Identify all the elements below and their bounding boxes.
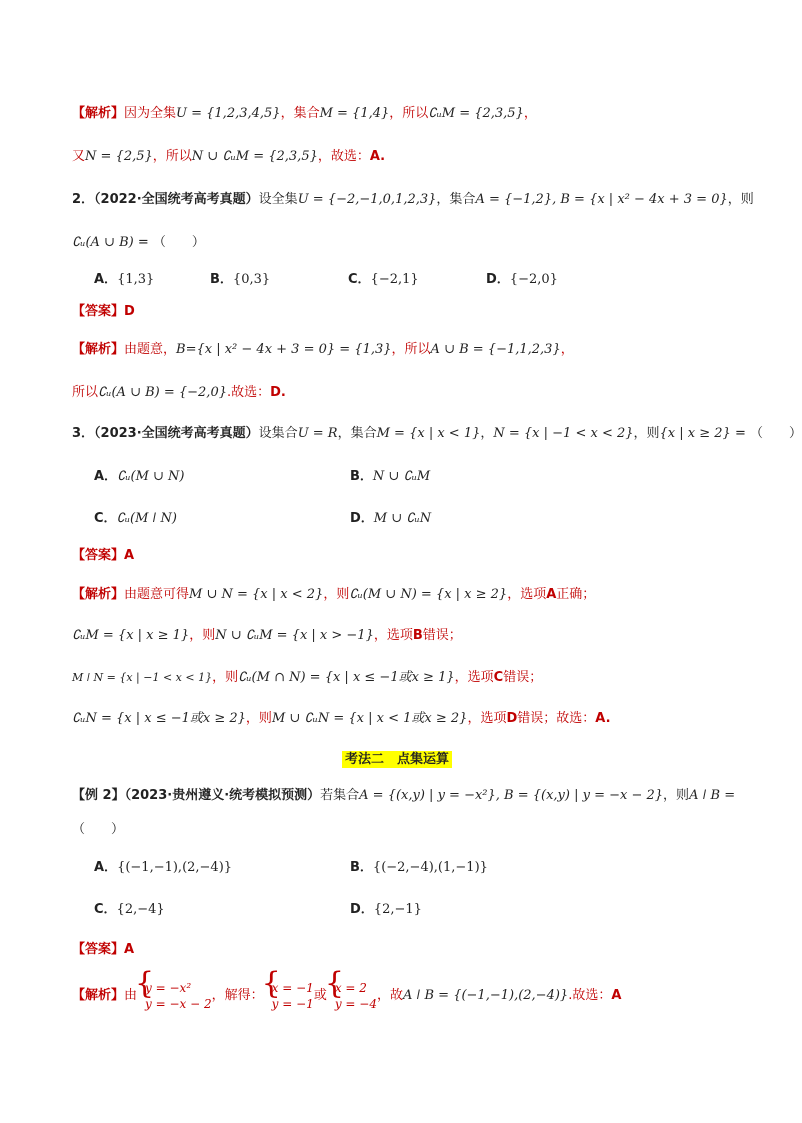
analysis-tag: 【解析】	[72, 106, 125, 121]
equation-system: { y = −x² y = −x − 2	[137, 980, 212, 1012]
solution-system-1: { x = −1 y = −1	[264, 980, 314, 1012]
question-2-stem-2: ∁ᵤ(A ∪ B) = （ ）	[72, 235, 205, 250]
example-2-stem: 【例 2】（2023·贵州遵义·统考模拟预测）若集合A = {(x,y) | y = −x²}, B = {(x,y) | y = −x − 2}，则A ǀ B =	[72, 788, 736, 803]
q3-solution-1: 【解析】由题意可得M ∪ N = {x | x < 2}，则∁ᵤ(M ∪ N) = {x | x ≥ 2}，选项A正确；	[72, 587, 596, 602]
ex2-option-c: C．{2,−4}	[94, 902, 165, 917]
solution-line-2: 又N = {2,5}，所以N ∪ ∁ᵤM = {2,3,5}，故选：A.	[72, 149, 386, 164]
question-number: 2．	[72, 192, 95, 207]
q2-option-b: B．{0,3}	[210, 272, 271, 287]
q2-option-d: D．{−2,0}	[486, 272, 558, 287]
q2-solution-1: 【解析】由题意，B={x | x² − 4x + 3 = 0} = {1,3}，所以A ∪ B = {−1,1,2,3}，	[72, 342, 574, 357]
ex2-answer: 【答案】A	[72, 942, 135, 957]
question-3-stem: 3．（2023·全国统考高考真题）设集合U = R，集合M = {x | x < 1}，N = {x | −1 < x < 2}，则{x | x ≥ 2} = （ ）	[72, 426, 802, 441]
q3-option-c: C．∁ᵤ(M ǀ N)	[94, 511, 177, 526]
question-source: （2022·全国统考高考真题）	[94, 192, 259, 207]
q2-answer: 【答案】D	[72, 304, 135, 319]
q3-option-b: B．N ∪ ∁ᵤM	[350, 469, 431, 484]
q3-option-d: D．M ∪ ∁ᵤN	[350, 511, 432, 526]
q2-option-c: C．{−2,1}	[348, 272, 419, 287]
q3-solution-2: ∁ᵤM = {x | x ≥ 1}，则N ∪ ∁ᵤM = {x | x > −1}，选项B错误；	[72, 628, 462, 643]
question-2-stem: 2．（2022·全国统考高考真题）设全集U = {−2,−1,0,1,2,3}，集合A = {−1,2}, B = {x | x² − 4x + 3 = 0}，则	[72, 192, 754, 207]
example-2-stem-2: （ ）	[72, 822, 125, 837]
q3-solution-4: ∁ᵤN = {x | x ≤ −1或x ≥ 2}，则M ∪ ∁ᵤN = {x | x < 1或x ≥ 2}，选项D错误；故选：A.	[72, 711, 611, 726]
ex2-option-a: A．{(−1,−1),(2,−4)}	[94, 860, 233, 875]
q2-option-a: A．{1,3}	[94, 272, 155, 287]
q3-answer: 【答案】A	[72, 548, 135, 563]
ex2-option-d: D．{2,−1}	[350, 902, 422, 917]
section-heading: 考法二 点集运算	[0, 748, 794, 767]
q3-solution-3: M ǀ N = {x | −1 < x < 1}，则∁ᵤ(M ∩ N) = {x | x ≤ −1或x ≥ 1}，选项C错误；	[72, 670, 543, 685]
q2-solution-2: 所以∁ᵤ(A ∪ B) = {−2,0}.故选：D.	[72, 385, 286, 400]
ex2-solution: 【解析】由 { y = −x² y = −x − 2 ，解得： { x = −1 y = −1 或 { x = 2 y = −4 ，故A ǀ B = {(−1,−1),(2,−4)}.故选：A	[72, 978, 734, 1014]
solution-line-1: 【解析】因为全集U = {1,2,3,4,5}，集合M = {1,4}，所以∁ᵤM = {2,3,5}，	[72, 106, 537, 121]
ex2-option-b: B．{(−2,−4),(1,−1)}	[350, 860, 488, 875]
q3-option-a: A．∁ᵤ(M ∪ N)	[94, 469, 185, 484]
solution-system-2: { x = 2 y = −4	[327, 980, 377, 1012]
